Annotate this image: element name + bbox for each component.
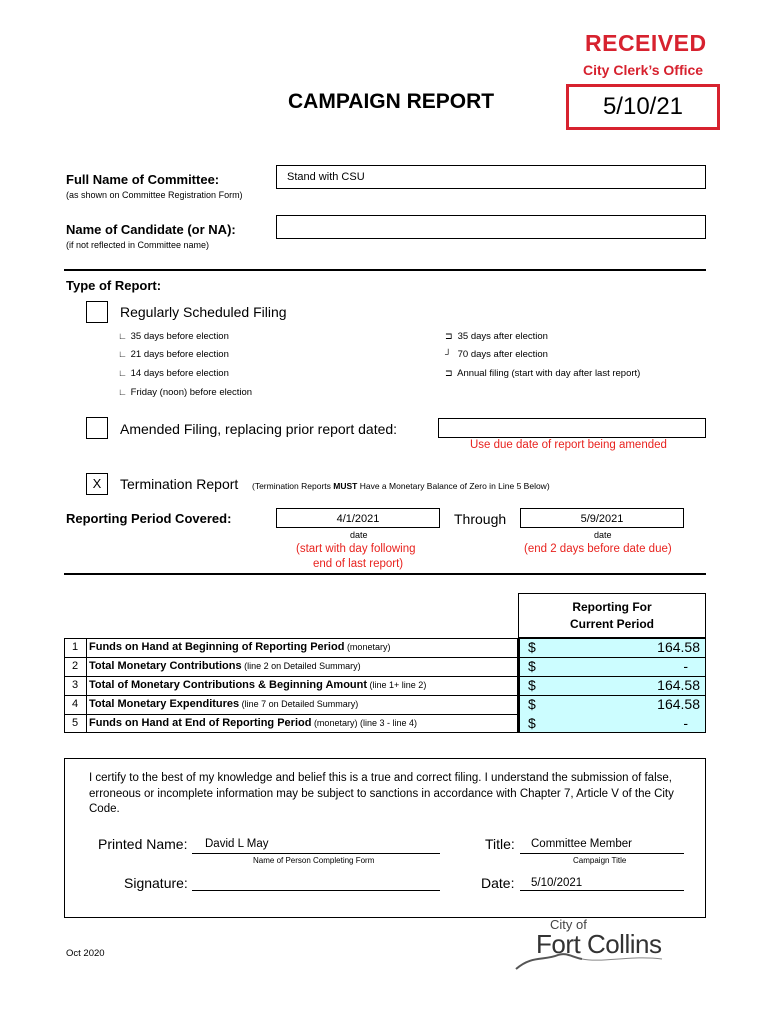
row-amount[interactable]: 164.58 (657, 677, 700, 693)
title-label: Title: (485, 836, 515, 852)
termination-note (252, 481, 550, 491)
row-label-note: (monetary) (line 3 - line 4) (311, 718, 417, 728)
printed-name-label: Printed Name: (98, 836, 188, 852)
option-35-before[interactable] (118, 331, 229, 342)
termination-label: Termination Report (120, 476, 239, 492)
summary-row (64, 657, 706, 676)
option-annual[interactable] (445, 368, 640, 379)
row-label (89, 698, 358, 710)
summary-row (64, 676, 706, 695)
termination-note-must: MUST (333, 481, 358, 491)
date-line (520, 890, 684, 891)
section-divider (64, 573, 706, 575)
row-number: 3 (72, 679, 79, 691)
row-label (89, 717, 417, 729)
option-label: 70 days after election (457, 349, 548, 360)
termination-note-post: Have a Monetary Balance of Zero in Line 5 Below) (357, 481, 550, 491)
row-amount[interactable]: - (683, 715, 688, 731)
received-stamp-text: RECEIVED (585, 30, 707, 56)
candidate-sub-label: (if not reflected in Committee name) (66, 240, 210, 250)
row-amount[interactable]: 164.58 (657, 639, 700, 655)
row-number: 5 (72, 717, 79, 729)
row-label (89, 660, 361, 672)
committee-name-value: Stand with CSU (287, 171, 365, 183)
option-label: 35 days after election (457, 331, 548, 342)
printed-name-value[interactable]: David L May (205, 838, 269, 850)
option-label: 21 days before election (130, 349, 229, 360)
fort-collins-logo (512, 915, 702, 975)
candidate-name-field[interactable] (276, 215, 706, 239)
received-date: 5/10/21 (602, 93, 684, 120)
regular-filing-label: Regularly Scheduled Filing (120, 304, 287, 320)
committee-label: Full Name of Committee: (66, 172, 220, 187)
row-dollar: $ (528, 658, 536, 674)
committee-name-field[interactable] (276, 165, 706, 189)
row-dollar: $ (528, 715, 536, 731)
option-label: Friday (noon) before election (130, 387, 253, 398)
row-number: 4 (72, 698, 79, 710)
option-box-icon: ⊐ (445, 368, 453, 378)
printed-name-caption: Name of Person Completing Form (253, 856, 375, 865)
title-line (520, 853, 684, 854)
period-end-note: (end 2 days before date due) (524, 543, 672, 555)
period-start-note-1: (start with day following (296, 543, 416, 555)
page-title: CAMPAIGN REPORT (288, 90, 495, 113)
city-clerk-office-stamp-text: City Clerk’s Office (583, 62, 704, 78)
termination-checkbox[interactable]: X (86, 473, 108, 495)
period-start-caption: date (350, 530, 368, 540)
summary-row (64, 695, 706, 714)
summary-row (64, 714, 706, 733)
logo-fort-collins: Fort Collins (536, 929, 662, 959)
row-dollar: $ (528, 677, 536, 693)
amended-filing-checkbox[interactable] (86, 417, 108, 439)
option-label: 35 days before election (130, 331, 229, 342)
summary-header-cell (518, 593, 706, 638)
option-35-after[interactable] (445, 331, 548, 342)
date-label: Date: (481, 875, 515, 891)
row-number: 1 (72, 641, 79, 653)
title-caption: Campaign Title (573, 856, 627, 865)
row-dollar: $ (528, 696, 536, 712)
option-70-after[interactable] (445, 349, 548, 360)
row-dollar: $ (528, 639, 536, 655)
period-start-value: 4/1/2021 (336, 513, 380, 525)
certification-text: I certify to the best of my knowledge and belief this is a true and correct filing. I understand the submission of false, erroneous or incomplete information may be subject to sanctions in accordance with Chapter 7, Article V of the City Code. (89, 772, 674, 815)
section-divider (64, 269, 706, 271)
row-label-note: (line 7 on Detailed Summary) (239, 699, 359, 709)
summary-header-line-1: Reporting For (572, 600, 652, 614)
date-value[interactable]: 5/10/2021 (531, 877, 583, 889)
row-label-main: Total of Monetary Contributions & Beginning Amount (89, 679, 368, 691)
committee-sub-label: (as shown on Committee Registration Form) (66, 190, 243, 200)
option-box-icon: ⊐ (445, 331, 453, 341)
summary-header-line-2: Current Period (569, 617, 654, 631)
termination-note-pre: (Termination Reports (252, 481, 334, 491)
row-label-main: Funds on Hand at Beginning of Reporting Period (89, 641, 345, 653)
signature-line (192, 890, 440, 891)
logo-city-of: City of (550, 917, 587, 932)
row-label-note: (line 1+ line 2) (367, 680, 427, 690)
period-end-value: 5/9/2021 (580, 513, 624, 525)
summary-table (64, 638, 706, 733)
signature-label: Signature: (124, 875, 188, 891)
row-label-note: (monetary) (344, 642, 391, 652)
amended-filing-label: Amended Filing, replacing prior report dated: (120, 421, 398, 437)
row-amount[interactable]: - (683, 658, 688, 674)
row-label (89, 679, 426, 691)
type-of-report-label: Type of Report: (66, 278, 162, 293)
period-end-caption: date (594, 530, 612, 540)
row-amount[interactable]: 164.58 (657, 696, 700, 712)
option-box-icon: ∟ (118, 368, 127, 378)
option-box-icon: ┘ (445, 349, 452, 359)
row-label-main: Total Monetary Expenditures (89, 698, 240, 710)
row-label-main: Funds on Hand at End of Reporting Period (89, 717, 312, 729)
option-21-before[interactable] (118, 349, 229, 360)
option-box-icon: ∟ (118, 349, 127, 359)
reporting-period-label: Reporting Period Covered: (66, 511, 232, 526)
option-label: Annual filing (start with day after last report) (457, 368, 641, 379)
period-start-field[interactable] (276, 508, 440, 528)
period-end-field[interactable] (520, 508, 684, 528)
option-friday-before[interactable] (118, 387, 252, 398)
summary-row (64, 638, 706, 657)
form-version: Oct 2020 (66, 948, 105, 959)
printed-name-line (192, 853, 440, 854)
amended-date-field[interactable] (438, 418, 706, 438)
candidate-label: Name of Candidate (or NA): (66, 222, 236, 237)
row-label-note: (line 2 on Detailed Summary) (241, 661, 361, 671)
option-box-icon: ∟ (118, 387, 127, 397)
row-label-main: Total Monetary Contributions (89, 660, 242, 672)
option-label: 14 days before election (130, 368, 229, 379)
row-number: 2 (72, 660, 79, 672)
amended-note: Use due date of report being amended (470, 439, 667, 451)
received-date-stamp (566, 84, 720, 130)
title-value[interactable]: Committee Member (531, 838, 632, 850)
through-label: Through (454, 511, 507, 527)
row-label (89, 641, 390, 653)
period-start-note-2: end of last report) (313, 558, 404, 570)
option-14-before[interactable] (118, 368, 229, 379)
regular-filing-checkbox[interactable] (86, 301, 108, 323)
option-box-icon: ∟ (118, 331, 127, 341)
